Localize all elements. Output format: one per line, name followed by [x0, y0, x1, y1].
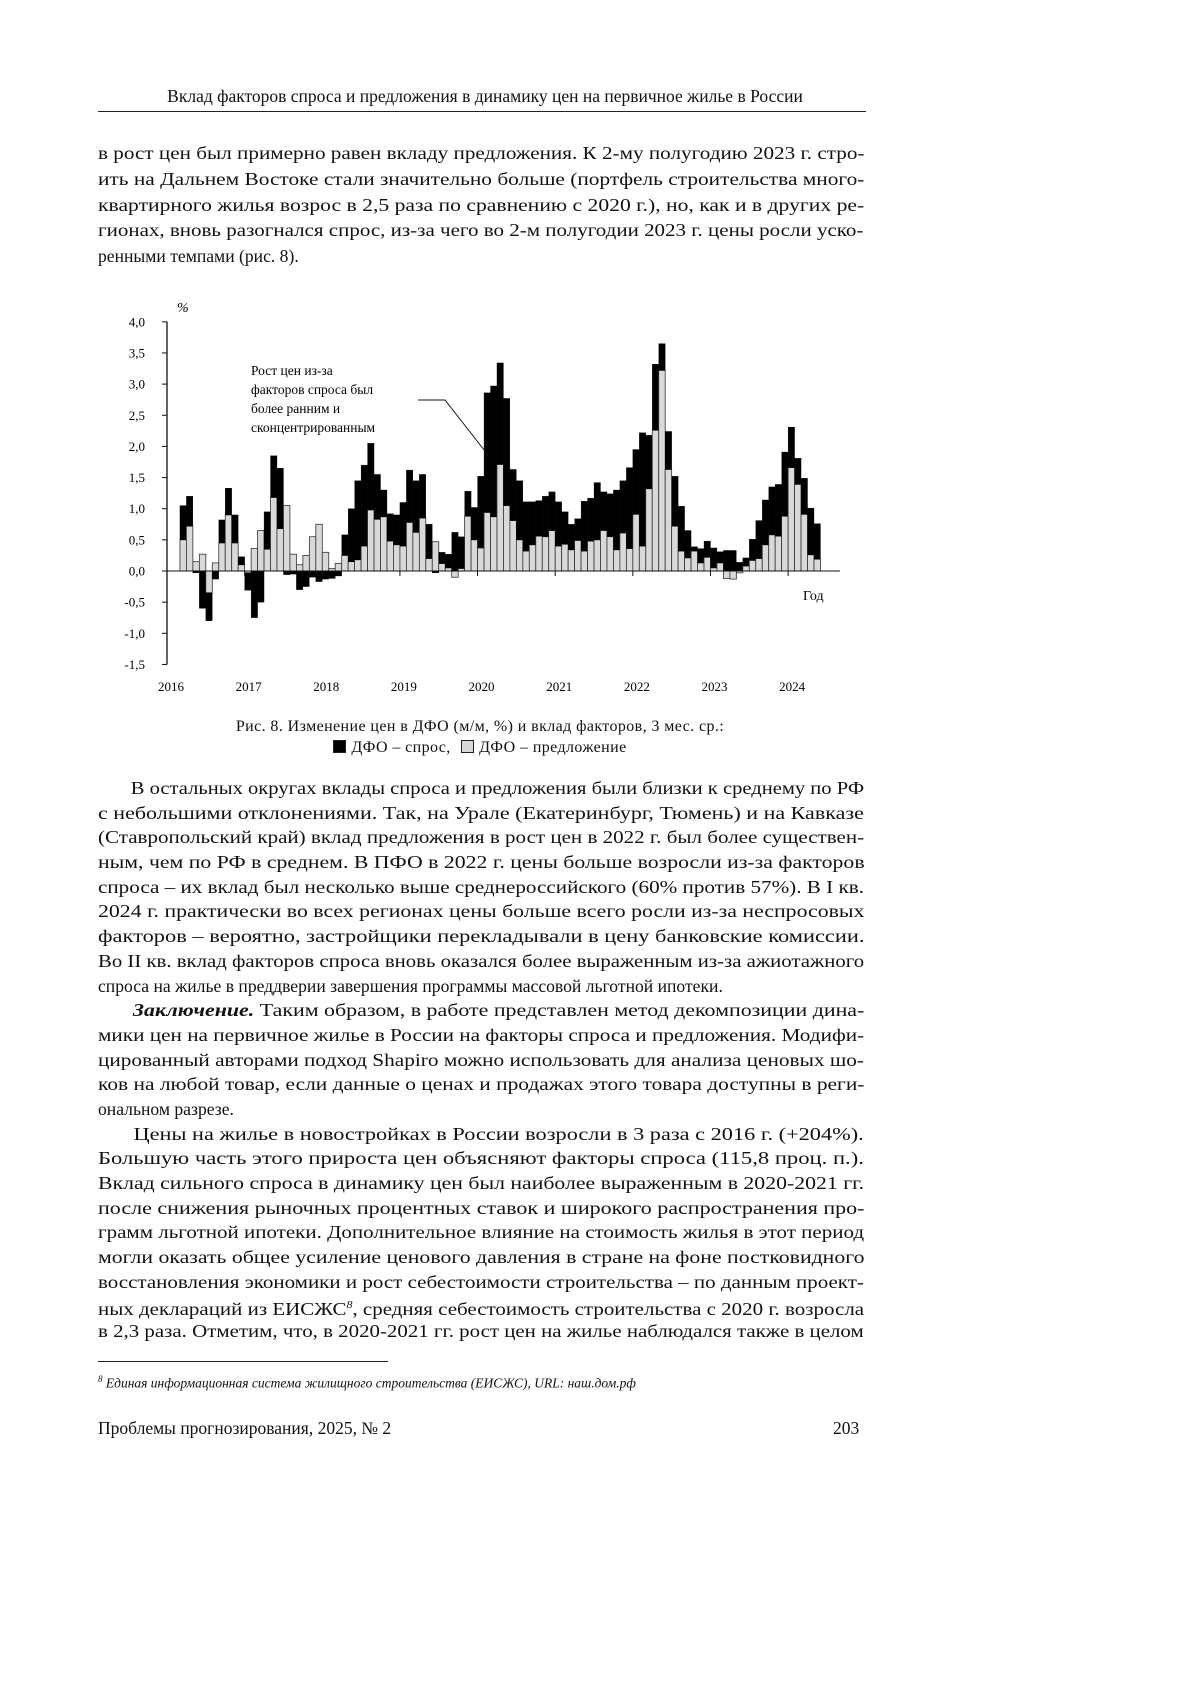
- text-line: [98, 998, 1052, 1023]
- supply-bar: [316, 524, 322, 571]
- y-tick-label: -0,5: [124, 595, 145, 610]
- demand-bar: [471, 507, 477, 539]
- text-line: [98, 924, 1074, 949]
- supply-bar: [439, 564, 445, 571]
- page-number: 203: [833, 1418, 859, 1439]
- demand-bar: [685, 531, 691, 558]
- legend-swatch-supply: [461, 740, 474, 753]
- demand-bar: [374, 474, 380, 519]
- supply-bar: [271, 497, 277, 571]
- journal-name: Проблемы прогнозирования, 2025, № 2: [98, 1418, 391, 1439]
- line-text: грамм льготной ипотеки. Дополнительное влияние на стоимость жилья в этот период: [98, 1222, 864, 1242]
- supply-bar: [296, 565, 302, 571]
- supply-bar: [652, 430, 658, 571]
- demand-bar: [458, 537, 464, 569]
- demand-bar: [652, 364, 658, 430]
- footnote-divider: [98, 1361, 388, 1362]
- annotation-leader-line: [418, 400, 488, 455]
- line-text: (Ставропольский край) вклад предложения в рост цен в 2022 г. был более существен-: [98, 827, 864, 847]
- demand-bar: [316, 571, 322, 582]
- demand-bar: [749, 539, 755, 560]
- supply-bar: [206, 571, 212, 593]
- line-text: ков на любой товар, если данные о ценах и продажах этого товара доступны в реги-: [98, 1074, 864, 1094]
- text-line: [98, 899, 1047, 924]
- line-text: Вклад сильного спроса в динамику цен был наиболее выраженным в 2020-2021 гг.: [98, 1173, 864, 1193]
- demand-bar: [691, 547, 697, 551]
- supply-bar: [212, 563, 218, 571]
- demand-bar: [452, 532, 458, 571]
- demand-bar: [698, 549, 704, 563]
- demand-bar: [678, 506, 684, 551]
- x-tick-label: 2018: [313, 679, 339, 694]
- supply-bar: [219, 543, 225, 571]
- demand-bar: [212, 571, 218, 579]
- supply-bar: [594, 540, 600, 571]
- supply-bar: [387, 541, 393, 571]
- line-text: могли оказать общее усиление ценового давления в стране на фоне постковидного: [98, 1247, 865, 1267]
- supply-bar: [426, 559, 432, 571]
- demand-bar: [775, 484, 781, 536]
- y-ticks: [124, 314, 167, 672]
- supply-bar: [646, 489, 652, 571]
- y-tick-label: 2,0: [129, 439, 145, 454]
- supply-bar: [685, 558, 691, 571]
- demand-bar: [497, 363, 503, 465]
- y-tick-label: 0,0: [129, 564, 145, 579]
- text-line: [98, 1245, 1046, 1270]
- demand-bar: [575, 519, 581, 541]
- supply-bar: [730, 571, 736, 579]
- demand-bar: [368, 443, 374, 510]
- line-text: факторов – вероятно, застройщики перекладывали в цену банковские комиссии.: [98, 926, 864, 946]
- supply-bar: [186, 526, 192, 571]
- demand-bar: [762, 500, 768, 545]
- supply-bar: [322, 552, 328, 571]
- supply-bar: [536, 536, 542, 571]
- supply-bar: [400, 546, 406, 571]
- running-title: Вклад факторов спроса и предложения в динамику цен на первичное жилье в России: [110, 86, 860, 107]
- supply-bar: [613, 550, 619, 571]
- line-text: ных деклараций из ЕИСЖС: [98, 1299, 346, 1319]
- y-tick-label: -1,0: [124, 626, 145, 641]
- demand-bar: [329, 571, 335, 578]
- demand-bar: [523, 502, 529, 551]
- demand-bar: [646, 435, 652, 489]
- figure-caption: [150, 716, 810, 758]
- demand-bar: [704, 541, 710, 557]
- line-text: Во II кв. вклад факторов спроса вновь оказался более выраженным из-за ажиотажного: [98, 951, 864, 971]
- supply-bar: [704, 557, 710, 571]
- line-text: Таким образом, в работе представлен метод декомпозиции дина-: [254, 1000, 864, 1020]
- demand-bar: [355, 481, 361, 560]
- demand-bar: [219, 520, 225, 543]
- demand-bar: [633, 450, 639, 515]
- line-text: мики цен на первичное жилье в России на факторы спроса и предложения. Модифи-: [98, 1025, 864, 1045]
- demand-bar: [613, 490, 619, 550]
- text-line: [98, 850, 1046, 875]
- demand-bar: [309, 571, 315, 577]
- demand-bar: [795, 458, 801, 484]
- supply-bar: [749, 560, 755, 571]
- text-line: [98, 1294, 1011, 1319]
- text-line: гионах, вновь разогнался спрос, из-за чего во 2-м полугодии 2023 г. цены росли уско-: [98, 218, 1012, 244]
- text-line: [98, 1072, 1031, 1097]
- x-tick-label: 2017: [236, 679, 263, 694]
- demand-bar: [342, 535, 348, 556]
- supply-bar: [406, 522, 412, 571]
- y-axis-unit: %: [177, 301, 189, 316]
- supply-bar: [348, 562, 354, 571]
- supply-bar: [381, 517, 387, 571]
- demand-bar: [730, 550, 736, 571]
- x-tick-label: 2022: [624, 679, 650, 694]
- supply-bar: [264, 549, 270, 571]
- text-line: [98, 776, 994, 801]
- demand-bar: [258, 571, 264, 602]
- text-line: [98, 1270, 1012, 1295]
- supply-bar: [413, 532, 419, 571]
- text-line: [98, 1023, 1022, 1048]
- demand-bar: [607, 494, 613, 537]
- demand-bar: [626, 468, 632, 549]
- text-line: в рост цен был примерно равен вкладу предложения. К 2-му полугодию 2023 г. стро-: [98, 141, 1019, 167]
- footnote-mark: 8: [98, 1374, 103, 1384]
- supply-bar: [665, 469, 671, 571]
- demand-bar: [277, 468, 283, 528]
- demand-bar: [529, 502, 535, 545]
- text-line: [98, 1097, 864, 1122]
- x-tick-label: 2020: [469, 679, 495, 694]
- supply-bar: [465, 516, 471, 571]
- text-line: [98, 974, 864, 999]
- supply-bar: [503, 506, 509, 571]
- text-line: [98, 1319, 1008, 1344]
- supply-bar: [691, 551, 697, 571]
- demand-bar: [743, 558, 749, 566]
- supply-bar: [523, 551, 529, 571]
- annotation-line: более ранним и: [251, 401, 340, 416]
- demand-bar: [788, 427, 794, 467]
- x-axis-label: Год: [803, 589, 824, 604]
- demand-bar: [659, 344, 665, 371]
- demand-bar: [600, 492, 606, 531]
- demand-bar: [516, 481, 522, 540]
- footnote-ref[interactable]: 8: [346, 1300, 352, 1311]
- line-text: , средняя себестоимость строительства с 2020 г. возросла: [352, 1299, 864, 1319]
- conclusion-heading: Заключение.: [133, 1000, 254, 1020]
- supply-bar: [342, 555, 348, 571]
- supply-bar: [678, 551, 684, 571]
- supply-bar: [238, 565, 244, 571]
- line-text: Большую часть этого прироста цен объясняют факторы спроса (115,8 проц. п.).: [98, 1148, 864, 1168]
- demand-bar: [562, 512, 568, 544]
- y-tick-label: 3,0: [129, 377, 145, 392]
- annotation-line: факторов спроса был: [251, 382, 373, 397]
- supply-bar: [769, 535, 775, 571]
- y-tick-label: -1,5: [124, 657, 145, 672]
- text-line: [98, 1146, 1082, 1171]
- text-line: [98, 1048, 1025, 1073]
- demand-bar: [465, 491, 471, 516]
- legend-swatch-demand: [333, 740, 346, 753]
- supply-bar: [497, 464, 503, 571]
- demand-bar: [180, 506, 186, 540]
- supply-bar: [549, 531, 555, 571]
- demand-bar: [206, 593, 212, 621]
- supply-bar: [672, 526, 678, 571]
- demand-bar: [484, 393, 490, 513]
- line-text: Цены на жилье в новостройках в России возросли в 3 раза с 2016 г. (+204%).: [134, 1124, 864, 1144]
- demand-bar: [348, 509, 354, 562]
- supply-bar: [393, 545, 399, 571]
- demand-bar: [361, 465, 367, 546]
- demand-bar: [736, 562, 742, 571]
- supply-bar: [432, 542, 438, 571]
- supply-bar: [491, 517, 497, 571]
- demand-bar: [555, 502, 561, 546]
- supply-bar: [659, 370, 665, 571]
- legend-label-demand: ДФО – спрос,: [351, 739, 450, 756]
- supply-bar: [471, 540, 477, 571]
- text-line: [98, 1171, 1046, 1196]
- demand-bar: [232, 515, 238, 543]
- supply-bar: [698, 563, 704, 571]
- text-line: [98, 949, 1002, 974]
- text-line: [98, 1122, 1069, 1147]
- demand-bar: [756, 521, 762, 559]
- line-text: спроса на жилье в преддверии завершения программы массовой льготной ипотеки.: [98, 976, 723, 996]
- supply-bar: [581, 551, 587, 571]
- demand-bar: [801, 478, 807, 514]
- text-line: квартирного жилья возрос в 2,5 раза по сравнению с 2020 г.), но, как и в других ре-: [98, 193, 1040, 219]
- demand-bar: [536, 501, 542, 537]
- supply-bar: [620, 533, 626, 571]
- x-tick-label: 2016: [158, 679, 185, 694]
- supply-bar: [180, 540, 186, 571]
- line-text: в 2,3 раза. Отметим, что, в 2020-2021 гг. рост цен на жилье наблюдался также в целом: [98, 1321, 864, 1341]
- demand-bar: [723, 550, 729, 571]
- demand-bar: [620, 481, 626, 533]
- demand-bar: [426, 524, 432, 558]
- supply-bar: [555, 546, 561, 571]
- legend-label-supply: ДФО – предложение: [479, 739, 626, 756]
- caption-title: Рис. 8. Изменение цен в ДФО (м/м, %) и вклад факторов, 3 мес. ср.:: [150, 716, 810, 737]
- demand-bar: [665, 431, 671, 469]
- text-line: [98, 801, 1057, 826]
- demand-bar: [769, 487, 775, 535]
- supply-bar: [258, 531, 264, 571]
- demand-bar: [639, 433, 645, 546]
- demand-bar: [717, 552, 723, 563]
- supply-bar: [277, 529, 283, 571]
- supply-bar: [788, 468, 794, 571]
- x-tick-label: 2024: [779, 679, 806, 694]
- demand-bar: [419, 474, 425, 518]
- supply-bar: [808, 555, 814, 571]
- line-text: после снижения рыночных процентных ставок и широкого распространения про-: [98, 1198, 865, 1218]
- line-text: цированный авторами подход Shapiro можно использовать для анализа ценовых шо-: [98, 1050, 864, 1070]
- text-line: [98, 1220, 1012, 1245]
- demand-bar: [581, 501, 587, 551]
- demand-bar: [406, 470, 412, 522]
- text-line: ить на Дальнем Востоке стали значительно больше (портфель строительства много-: [98, 167, 1028, 193]
- demand-bar: [445, 554, 451, 568]
- y-tick-label: 2,5: [129, 408, 145, 423]
- demand-bar: [594, 483, 600, 540]
- line-text: В остальных округах вклады спроса и предложения были близки к среднему по РФ: [131, 778, 864, 798]
- line-text: ональном разрезе.: [98, 1099, 234, 1119]
- supply-bar: [309, 537, 315, 571]
- supply-bar: [225, 515, 231, 571]
- footnote-text: Единая информационная система жилищного строительства (ЕИСЖС), URL: наш.дом.рф: [103, 1376, 636, 1391]
- demand-bar: [322, 571, 328, 579]
- demand-bar: [814, 524, 820, 560]
- demand-bar: [186, 496, 192, 526]
- demand-bar: [478, 476, 484, 548]
- supply-bar: [199, 554, 205, 571]
- body-text: [98, 776, 864, 1344]
- y-tick-label: 3,5: [129, 345, 145, 360]
- demand-bar: [303, 571, 309, 587]
- demand-bar: [503, 398, 509, 505]
- supply-bar: [361, 546, 367, 571]
- supply-bar: [717, 563, 723, 571]
- line-text: с небольшими отклонениями. Так, на Урале (Екатеринбург, Тюмень) и на Кавказе: [98, 803, 864, 823]
- supply-bar: [743, 566, 749, 571]
- supply-bar: [600, 531, 606, 571]
- demand-bar: [387, 514, 393, 541]
- line-text: спроса – их вклад был несколько выше среднероссийского (60% против 57%). В I кв.: [98, 877, 864, 897]
- supply-bar: [756, 559, 762, 571]
- text-line: [98, 1196, 1057, 1221]
- demand-bar: [335, 571, 341, 576]
- demand-bar: [381, 490, 387, 517]
- demand-bar: [588, 498, 594, 541]
- supply-bar: [762, 545, 768, 571]
- supply-bar: [303, 555, 309, 571]
- supply-bar: [374, 519, 380, 571]
- y-tick-label: 1,5: [129, 470, 145, 485]
- supply-bar: [782, 516, 788, 571]
- y-tick-label: 4,0: [129, 314, 145, 329]
- demand-bar: [264, 512, 270, 549]
- demand-bar: [296, 571, 302, 590]
- supply-bar: [814, 559, 820, 571]
- supply-bar: [542, 537, 548, 571]
- demand-bar: [238, 557, 244, 565]
- supply-bar: [626, 549, 632, 571]
- supply-bar: [516, 540, 522, 571]
- supply-bar: [193, 562, 199, 571]
- demand-bar: [283, 571, 289, 575]
- supply-bar: [510, 521, 516, 571]
- supply-bar: [251, 549, 257, 571]
- x-tick-label: 2023: [701, 679, 727, 694]
- supply-bar: [607, 537, 613, 571]
- supply-bar: [368, 510, 374, 571]
- x-tick-label: 2019: [391, 679, 417, 694]
- supply-bar: [562, 544, 568, 571]
- supply-bar: [529, 545, 535, 571]
- demand-bar: [271, 456, 277, 498]
- supply-bar: [232, 543, 238, 571]
- demand-bar: [439, 552, 445, 563]
- supply-bar: [633, 514, 639, 571]
- supply-bar: [639, 546, 645, 571]
- supply-bar: [484, 512, 490, 571]
- demand-bar: [491, 386, 497, 517]
- y-tick-label: 1,0: [129, 501, 145, 516]
- demand-bar: [710, 548, 716, 568]
- demand-bar: [225, 488, 231, 515]
- annotation: [251, 363, 488, 455]
- figure-8-chart: [0, 0, 1200, 720]
- x-tick-label: 2021: [546, 679, 572, 694]
- demand-bar: [400, 502, 406, 546]
- demand-bar: [549, 492, 555, 531]
- supply-bar: [775, 536, 781, 571]
- demand-bar: [542, 496, 548, 536]
- y-tick-label: 0,5: [129, 532, 145, 547]
- line-text: ным, чем по РФ в среднем. В ПФО в 2022 г. цены больше возросли из-за факторов: [98, 852, 865, 872]
- demand-bar: [199, 571, 205, 608]
- text-line: ренными темпами (рис. 8).: [98, 244, 864, 270]
- footnote: [98, 1374, 636, 1392]
- text-line: [98, 825, 1013, 850]
- legend: [150, 737, 810, 758]
- supply-bar: [283, 506, 289, 571]
- demand-bar: [413, 481, 419, 533]
- supply-bar: [452, 571, 458, 577]
- demand-bar: [672, 476, 678, 526]
- supply-bar: [419, 518, 425, 571]
- supply-bar: [478, 548, 484, 571]
- line-text: 2024 г. практически во всех регионах цены больше всего росли из-за неспросовых: [98, 901, 864, 921]
- supply-bar: [588, 541, 594, 571]
- supply-bar: [795, 484, 801, 571]
- demand-bar: [808, 508, 814, 555]
- demand-bar: [510, 469, 516, 520]
- demand-bar: [782, 452, 788, 516]
- text-line: [98, 875, 1018, 900]
- supply-bar: [801, 514, 807, 571]
- line-text: восстановления экономики и рост себестоимости строительства – по данным проект-: [98, 1272, 864, 1292]
- demand-bar: [245, 573, 251, 590]
- supply-bar: [355, 560, 361, 571]
- supply-bar: [568, 550, 574, 571]
- demand-bar: [393, 515, 399, 545]
- supply-bar: [575, 540, 581, 571]
- supply-bar: [290, 554, 296, 571]
- demand-bar: [568, 524, 574, 550]
- demand-bar: [251, 571, 257, 618]
- supply-bar: [335, 564, 341, 571]
- annotation-line: Рост цен из-за: [251, 363, 333, 378]
- annotation-line: сконцентрированным: [251, 420, 376, 435]
- supply-bar: [723, 571, 729, 578]
